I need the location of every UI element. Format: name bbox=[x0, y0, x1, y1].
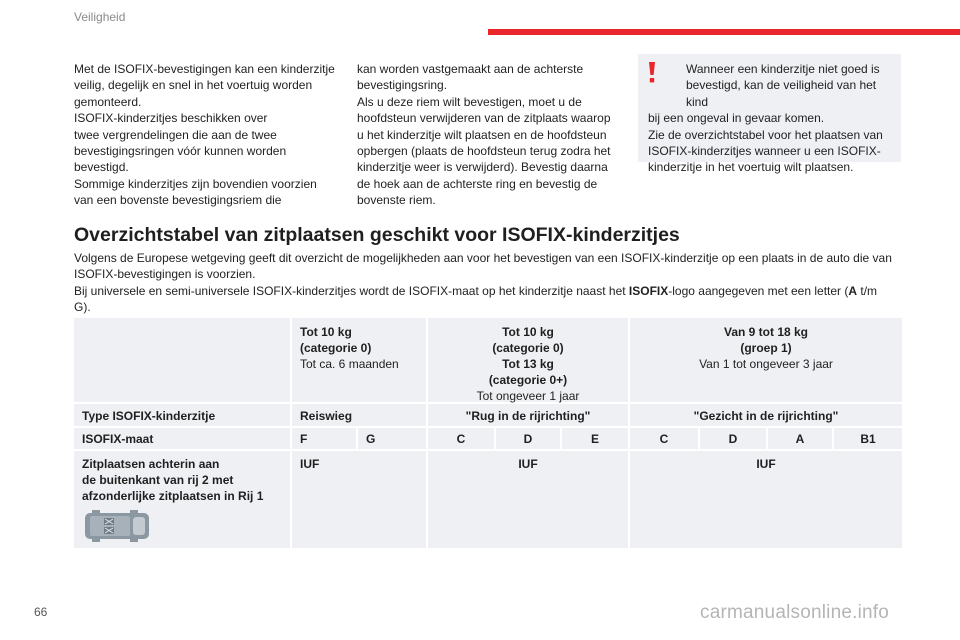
intro-paragraph bbox=[74, 250, 904, 316]
warning-box bbox=[638, 54, 901, 175]
intro-line: G). bbox=[74, 300, 91, 315]
body-column-1 bbox=[74, 61, 344, 209]
body-text-line: ISOFIX-kinderzitjes beschikken over bbox=[74, 111, 268, 126]
table-cell: C bbox=[659, 432, 669, 446]
body-text-line: bovenste riem. bbox=[357, 193, 436, 208]
body-text-line: Met de ISOFIX-bevestigingen kan een kinderzitje bbox=[74, 62, 335, 76]
van-seating-icon bbox=[84, 510, 152, 545]
table-divider bbox=[74, 426, 902, 428]
table-cell: A bbox=[795, 432, 805, 446]
table-cell: "Gezicht in de rijrichting" bbox=[693, 409, 839, 423]
intro-line: Volgens de Europese wetgeving geeft dit overzicht de mogelijkheden aan voor het bevestigen van een ISOFIX-kinderzitje op een plaats in de auto die van bbox=[74, 251, 892, 265]
table-cell: G bbox=[366, 432, 376, 446]
warning-text-line: bevestigd, kan de veiligheid van het kind bbox=[686, 78, 877, 109]
body-text-line: hoofdsteun verwijderen van de zitplaats waarop bbox=[357, 111, 611, 126]
warning-text-line: Zie de overzichtstabel voor het plaatsen van bbox=[648, 127, 883, 142]
body-text-line: Als u deze riem wilt bevestigen, moet u de bbox=[357, 94, 582, 109]
table-cell: E bbox=[590, 432, 599, 446]
table-cell: F bbox=[300, 432, 308, 446]
table-cell: B1 bbox=[860, 432, 876, 446]
section-label: Veiligheid bbox=[74, 10, 126, 24]
body-text-line: opbergen (plaats de hoofdsteun terug zodra het bbox=[357, 144, 611, 159]
table-divider bbox=[290, 318, 292, 548]
body-text-line: de hoek aan de achterste ring en bevestig de bbox=[357, 176, 598, 191]
table-divider bbox=[356, 426, 358, 450]
table-cell: D bbox=[523, 432, 533, 446]
intro-line: ISOFIX-bevestigingen is voorzien. bbox=[74, 267, 256, 282]
body-text-line: u het kinderzitje wilt plaatsen en de hoofdsteun bbox=[357, 127, 607, 142]
body-text-line: gemonteerd. bbox=[74, 94, 142, 109]
warning-text-line: kinderzitje in het voertuig wilt plaatsen. bbox=[648, 160, 854, 175]
body-column-2 bbox=[357, 61, 619, 209]
header-accent-bar bbox=[488, 29, 960, 35]
exclamation-icon bbox=[646, 60, 658, 84]
table-cell: D bbox=[728, 432, 738, 446]
table-cell: IUF bbox=[756, 457, 776, 471]
table-group-header: Tot 10 kg (categorie 0) Tot ca. 6 maanden bbox=[300, 325, 399, 371]
body-text-line: kan worden vastgemaakt aan de achterste bbox=[357, 62, 584, 76]
body-text-line: twee vergrendelingen die aan de twee bbox=[74, 127, 277, 142]
table-cell: Reiswieg bbox=[300, 409, 353, 423]
section-heading: Overzichtstabel van zitplaatsen geschikt voor ISOFIX-kinderzitjes bbox=[74, 224, 680, 246]
table-cell: IUF bbox=[300, 457, 320, 471]
intro-line: Bij universele en semi-universele ISOFIX-kinderzitjes wordt de ISOFIX-maat op het kinderzitje naast het ISOFIX-logo aangegeven met een letter (A t/m bbox=[74, 283, 878, 298]
table-row-label: Zitplaatsen achterin aan de buitenkant van rij 2 met afzonderlijke zitplaatsen in Rij 1 bbox=[82, 457, 264, 503]
table-group-header: Tot 10 kg (categorie 0) Tot 13 kg (categorie 0+) Tot ongeveer 1 jaar bbox=[476, 325, 580, 403]
table-cell: C bbox=[456, 432, 466, 446]
body-text-line: bevestigingsring. bbox=[357, 78, 448, 93]
table-row-label: Type ISOFIX-kinderzitje bbox=[82, 409, 216, 423]
table-row-label: ISOFIX-maat bbox=[82, 432, 154, 446]
table-cell: IUF bbox=[518, 457, 538, 471]
body-text-line: van een bovenste bevestigingsriem die bbox=[74, 193, 282, 208]
warning-text-line: ISOFIX-kinderzitjes wanneer u een ISOFIX- bbox=[648, 144, 881, 159]
body-text-line: kinderzitje weer is verwijderd). Bevestig daarna bbox=[357, 160, 608, 175]
watermark: carmanualsonline.info bbox=[700, 602, 890, 623]
table-cell: "Rug in de rijrichting" bbox=[465, 409, 591, 423]
table-divider bbox=[74, 449, 902, 451]
body-text-line: Sommige kinderzitjes zijn bovendien voorzien bbox=[74, 176, 317, 191]
table-group-header: Van 9 tot 18 kg (groep 1) Van 1 tot ongeveer 3 jaar bbox=[699, 325, 833, 371]
warning-text-line: Wanneer een kinderzitje niet goed is bbox=[686, 62, 880, 76]
isofix-table bbox=[74, 318, 902, 548]
body-text-line: bevestigingsringen vóór kunnen worden bbox=[74, 144, 287, 159]
body-text-line: veilig, degelijk en snel in het voertuig worden bbox=[74, 78, 313, 93]
warning-text-line: bij een ongeval in gevaar komen. bbox=[648, 111, 825, 126]
page-number: 66 bbox=[34, 605, 48, 619]
body-text-line: bevestigd. bbox=[74, 160, 129, 175]
